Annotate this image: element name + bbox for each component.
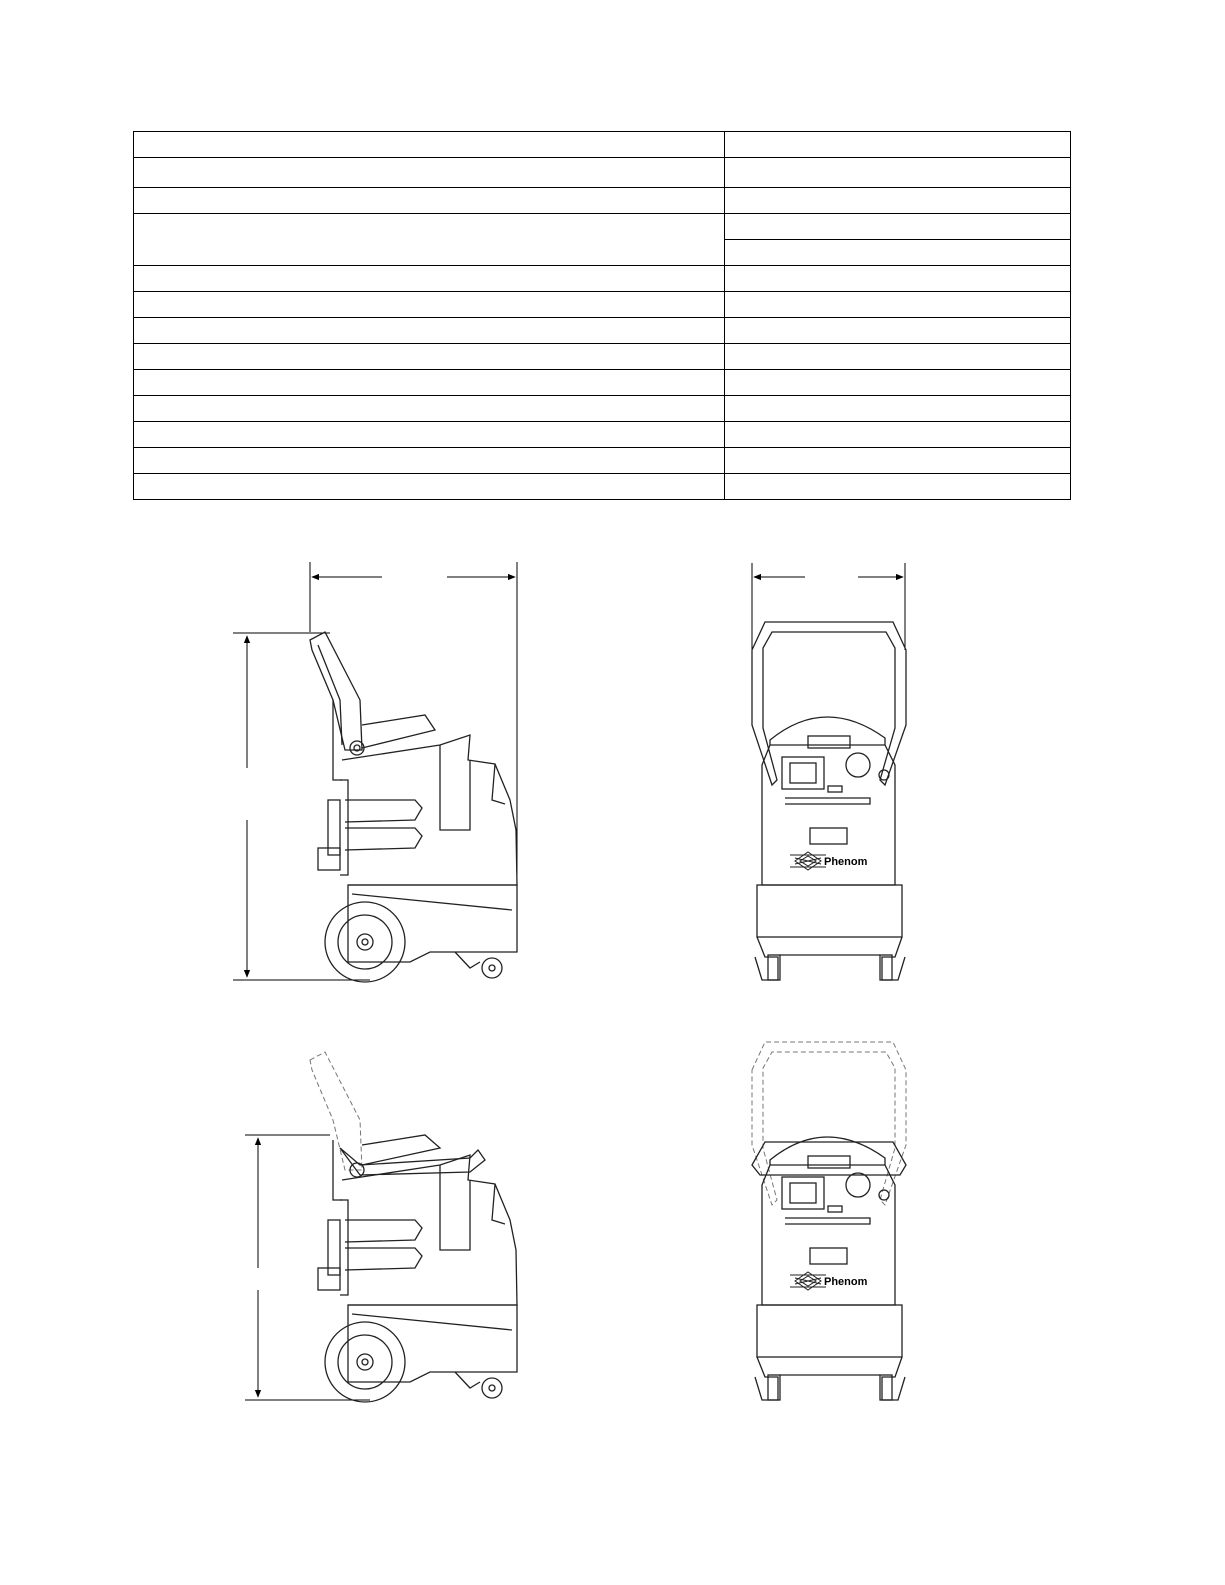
dimension-width-front (752, 563, 905, 650)
handle-frame-ghost (752, 1042, 906, 1205)
brand-logo-text: Phenom (824, 856, 868, 868)
brand-logo-text: Phenom (824, 1276, 868, 1288)
handle-frame-folded (752, 1142, 906, 1175)
side-view-upright (233, 562, 517, 982)
side-view-folded (245, 1052, 517, 1402)
handle-upright (310, 632, 435, 780)
handle-ghost-position (310, 1052, 362, 1170)
front-view-upright (752, 563, 906, 980)
handle-frame-front (752, 622, 906, 785)
front-view-folded (752, 1042, 906, 1400)
handle-folded (333, 1135, 485, 1200)
dimension-height-side (233, 633, 370, 980)
